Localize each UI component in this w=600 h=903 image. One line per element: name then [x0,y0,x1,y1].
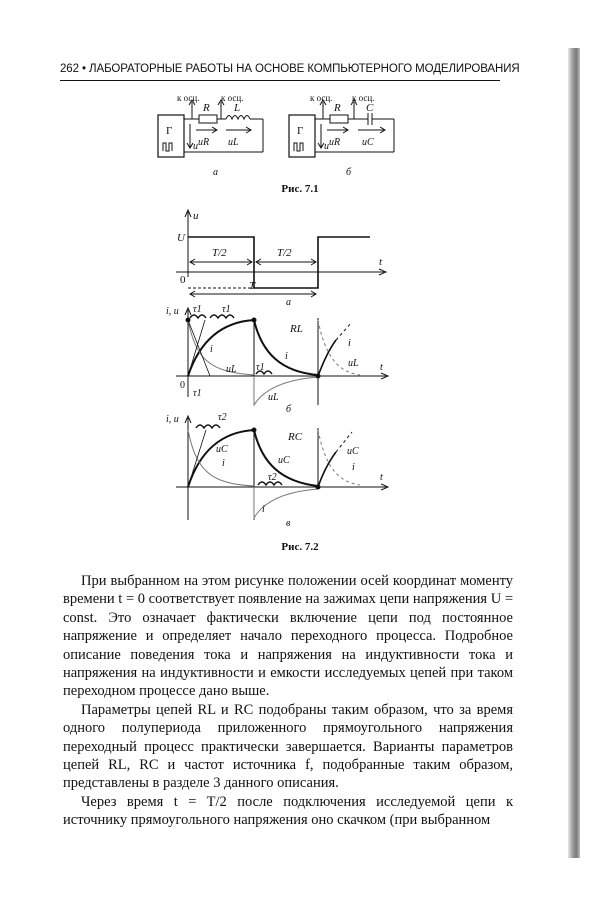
page-number: 262 [60,63,79,75]
header-bullet: • [82,63,86,75]
graph-c-axis-t: t [380,472,383,483]
graph-a-half2: T/2 [277,247,292,259]
generator-label-a: Г [166,125,173,137]
graph-c-axis-iu: i, u [166,414,179,425]
ur-label-b: uR [329,137,341,148]
paragraph-1: При выбранном на этом рисунке положении осей координат моменту времени t = 0 соответствует появление на зажимах цепи напряжения U = const. Это означает фактически включение цепи под постоянное напряжение и определяет начало переходного процесса. Подробное описание поведения тока и напряжения на индуктивности тока и напряжения на индуктивности и емкости исследуемых цепей при таком переходном процессе дано выше. [63,573,513,700]
graph-b-zero: 0 [180,380,185,391]
graph-a-sublabel: а [286,297,291,308]
probe-label-a2: к осц. [221,93,244,103]
graph-c-tau2: τ2 [218,412,227,423]
graph-c-i1: i [222,458,225,469]
body-text [63,572,513,830]
graph-a-period: T [249,280,256,292]
graph-b-sublabel: б [286,404,292,415]
u-label-a: u [193,141,198,152]
rl-current-rise [188,320,254,376]
graph-a-half1: T/2 [212,247,227,259]
graph-a-zero: 0 [180,274,186,286]
paragraph-3: Через время t = T/2 после подключения исследуемой цепи к источнику прямоугольного напряжения оно скачком (при выбранном [63,793,513,829]
probe-label-b1: к осц. [310,93,333,103]
l-label-a: L [234,102,241,114]
graph-c-i2: i [262,504,265,515]
ur-label-a: uR [198,137,210,148]
graph-b-i2: i [285,351,288,362]
graph-c-uC2: uC [278,455,290,466]
graph-c-uC3: uC [347,446,359,457]
ul-label-a: uL [228,137,239,148]
caption-fig-7-2: Рис. 7.2 [281,541,319,553]
r-label-a: R [203,102,210,114]
graph-b-i3: i [348,338,351,349]
graph-a-U: U [177,232,185,244]
graph-b-tau1: τ1 [193,304,202,315]
caption-fig-7-1: Рис. 7.1 [281,183,319,195]
r-label-b: R [334,102,341,114]
graph-b-circuit: RL [290,323,303,335]
graph-c-i3: i [352,462,355,473]
graph-c-sublabel: в [286,518,291,529]
graph-c-uC1: uC [216,444,228,455]
graph-rl [166,304,388,415]
graph-b-uL3: uL [348,358,359,369]
graph-b-tau1d: τ1 [193,388,202,399]
probe-label-b2: к осц. [352,93,375,103]
sublabel-a: а [213,167,218,178]
graph-c-circuit: RC [288,431,303,443]
graph-c-tau2b: τ2 [268,472,277,483]
graph-b-i1: i [210,344,213,355]
graph-b-axis-iu: i, u [166,306,179,317]
rc-current-decay [188,430,254,486]
u-label-b: u [324,141,329,152]
graph-a-axis-u: u [193,210,199,222]
sublabel-b: б [346,167,352,178]
running-title: ЛАБОРАТОРНЫЕ РАБОТЫ НА ОСНОВЕ КОМПЬЮТЕРНОГО МОДЕЛИРОВАНИЯ [89,63,520,75]
graph-rc [166,412,388,529]
paragraph-2: Параметры цепей RL и RC подобраны таким образом, что за время одного полупериода приложенного прямоугольного напряжения переходный процесс практически завершается. Варианты параметров цепей RL, RC и частот источника f, подобранные таким образом, представлены в разделе 3 данного описания. [63,701,513,792]
rc-voltage-rise [188,430,254,487]
c-label-b: C [366,102,374,114]
graph-b-uL1: uL [226,364,237,375]
graph-b-tau1c: τ1 [256,362,265,373]
graph-b-tau1b: τ1 [222,304,231,315]
graph-square-wave [176,210,386,308]
rl-voltage-decay [188,320,254,375]
uc-label-b: uC [362,137,374,148]
rl-voltage-neg [254,376,318,405]
graph-b-axis-t: t [380,362,383,373]
graph-a-axis-t: t [379,256,383,268]
probe-label-a1: к осц. [177,93,200,103]
generator-label-b: Г [297,125,304,137]
graph-b-uL2: uL [268,392,279,403]
